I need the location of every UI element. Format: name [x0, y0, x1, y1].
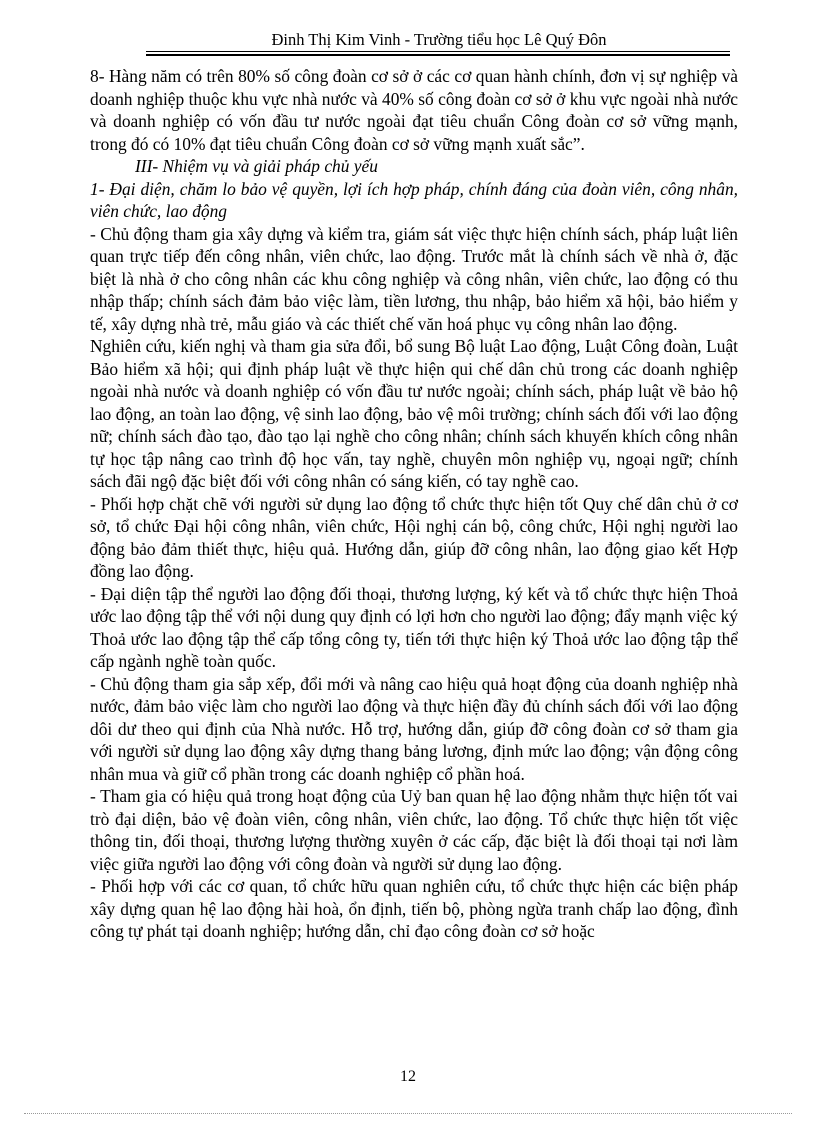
paragraph: Nghiên cứu, kiến nghị và tham gia sửa đổi, bổ sung Bộ luật Lao động, Luật Công đoàn, Luật Bảo hiểm xã hội; qui định pháp luật về thực hiện qui chế dân chủ trong các doanh nghiệp ngoài nhà nước và doanh nghiệp có vốn đầu tư nước ngoài; chính sách, pháp luật về bảo hộ lao động, an toàn lao động, vệ sinh lao động, bảo vệ môi trường; chính sách đối với lao động nữ; chính sách đào tạo, đào tạo lại nghề cho công nhân; chính sách khuyến khích công nhân tự học tập nâng cao trình độ học vấn, tay nghề, chuyên môn nghiệp vụ, ngoại ngữ; chính sách đãi ngộ đặc biệt đối với công nhân có sáng kiến, có tay nghề cao.	[90, 336, 738, 491]
section-heading: III- Nhiệm vụ và giải pháp chủ yếu	[135, 156, 378, 176]
paragraph: - Chủ động tham gia xây dựng và kiểm tra, giám sát việc thực hiện chính sách, pháp luật liên quan trực tiếp đến công nhân, viên chức, lao động. Trước mắt là chính sách về nhà ở, đặc biệt là nhà ở cho công nhân các khu công nghiệp và công nhân, viên chức, lao động có thu nhập thấp; chính sách đảm bảo việc làm, tiền lương, thu nhập, bảo hiểm xã hội, bảo hiểm y tế, xây dựng nhà trẻ, mẫu giáo và các thiết chế văn hoá phục vụ công nhân lao động.	[90, 223, 738, 334]
page-number: 12	[400, 1068, 416, 1085]
paragraph: - Chủ động tham gia sắp xếp, đổi mới và nâng cao hiệu quả hoạt động của doanh nghiệp nhà nước, đảm bảo việc làm cho người lao động và thực hiện đầy đủ chính sách đối với lao động dôi dư theo qui định của Nhà nước. Hỗ trợ, hướng dẫn, giúp đỡ công đoàn cơ sở tham gia với người sử dụng lao động xây dựng thang bảng lương, định mức lao động; vận động công nhân mua và giữ cổ phần trong các doanh nghiệp cổ phần hoá.	[90, 673, 738, 784]
page-bottom-border	[24, 1113, 792, 1114]
document-body	[90, 65, 738, 943]
paragraph: - Đại diện tập thể người lao động đối thoại, thương lượng, ký kết và tổ chức thực hiện Thoả ước lao động tập thể với nội dung quy định có lợi hơn cho người lao động; đẩy mạnh việc ký Thoả ước lao động tập thể cấp tổng công ty, tiến tới thực hiện ký Thoả ước lao động tập thể cấp ngành nghề toàn quốc.	[90, 583, 738, 671]
header-rule-thin	[146, 51, 730, 52]
paragraph: - Phối hợp với các cơ quan, tổ chức hữu quan nghiên cứu, tổ chức thực hiện các biện pháp xây dựng quan hệ lao động hài hoà, ổn định, tiến bộ, phòng ngừa tranh chấp lao động, đình công tự phát tại doanh nghiệp; hướng dẫn, chỉ đạo công đoàn cơ sở hoặc	[90, 876, 738, 941]
header-rule-thick	[146, 54, 730, 56]
page-header: Đinh Thị Kim Vinh - Trường tiểu học Lê Quý Đôn	[271, 30, 607, 49]
paragraph-target-8: 8- Hàng năm có trên 80% số công đoàn cơ sở ở các cơ quan hành chính, đơn vị sự nghiệp và doanh nghiệp thuộc khu vực nhà nước và 40% số công đoàn cơ sở ở khu vực ngoài nhà nước và doanh nghiệp có vốn đầu tư nước ngoài đạt tiêu chuẩn Công đoàn cơ sở vững mạnh, trong đó có 10% đạt tiêu chuẩn Công đoàn cơ sở vững mạnh xuất sắc”.	[90, 66, 738, 154]
paragraph: - Phối hợp chặt chẽ với người sử dụng lao động tổ chức thực hiện tốt Quy chế dân chủ ở cơ sở, tổ chức Đại hội công nhân, viên chức, Hội nghị cán bộ, công chức, Hội nghị người lao động bảo đảm thiết thực, hiệu quả. Hướng dẫn, giúp đỡ công nhân, lao động giao kết Hợp đồng lao động.	[90, 493, 738, 581]
subsection-heading: 1- Đại diện, chăm lo bảo vệ quyền, lợi ích hợp pháp, chính đáng của đoàn viên, công nhân, viên chức, lao động	[90, 178, 738, 221]
paragraph: - Tham gia có hiệu quả trong hoạt động của Uỷ ban quan hệ lao động nhằm thực hiện tốt vai trò đại diện, bảo vệ đoàn viên, công nhân, viên chức, lao động. Tổ chức thực hiện tốt việc thông tin, đối thoại, thương lượng thường xuyên ở các cấp, đặc biệt là đối thoại tại nơi làm việc giữa người lao động với công đoàn và người sử dụng lao động.	[90, 786, 738, 874]
